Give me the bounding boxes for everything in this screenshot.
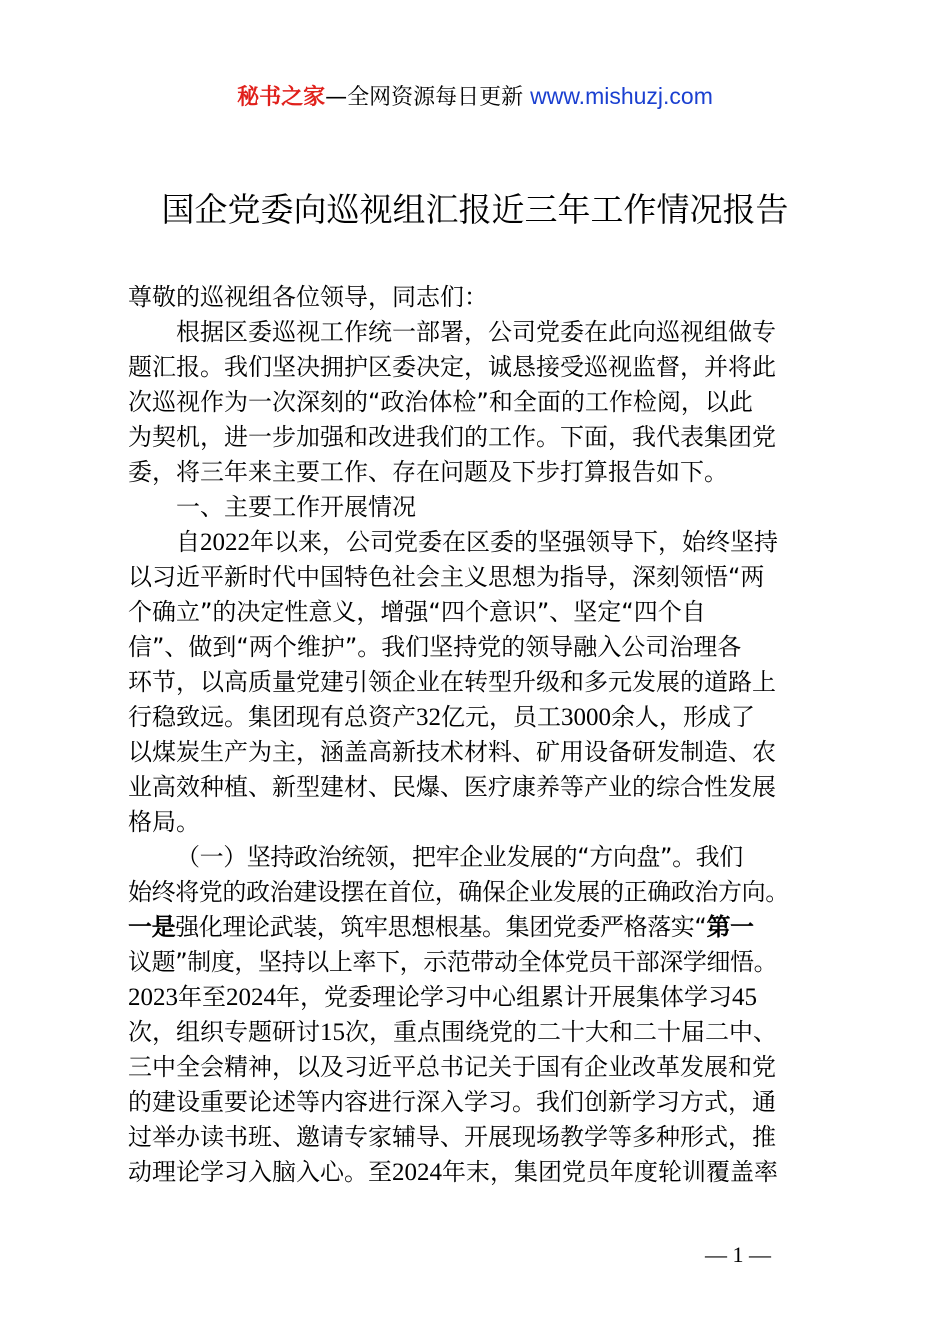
subsection-line (128, 980, 840, 1015)
staff-number: 3000 (561, 704, 611, 731)
text-span: 行稳致远。集团现有总资产 (128, 703, 416, 731)
section-heading: 一、主要工作开展情况 (176, 493, 416, 521)
assets-number: 32 (416, 704, 441, 731)
section-line (128, 525, 840, 560)
subsection-line (128, 1015, 840, 1050)
section-line: 业高效种植、新型建材、民爆、医疗康养等产业的综合性发展 (128, 773, 776, 801)
intro-line: 题汇报。我们坚决拥护区委决定，诚恳接受巡视监督，并将此 (128, 353, 776, 381)
text-span: 动理论学习入脑入心。至 (128, 1158, 392, 1186)
subsection-line: 始终将党的政治建设摆在首位，确保企业发展的正确政治方向。 (128, 878, 789, 906)
text-span: 余人，形成了 (611, 703, 755, 731)
subsection-line: 过举办读书班、邀请专家辅导、开展现场教学等多种形式，推 (128, 1123, 776, 1151)
bold-lead: 一是 (128, 913, 176, 941)
text-span: 年末，集团党员年度轮训覆盖率 (442, 1158, 778, 1186)
text-span: 年，党委理论学习中心组累计开展集体学习 (276, 983, 732, 1011)
banner-slogan: —全网资源每日更新 (325, 85, 531, 110)
site-url-link[interactable]: www.mishuzj.com (530, 83, 713, 109)
year-number: 2024 (392, 1159, 442, 1186)
section-line: 个确立”的决定性意义，增强“四个意识”、坚定“四个自 (128, 598, 706, 626)
year-number: 2022 (200, 529, 250, 556)
text-span: 强化理论武装，筑牢思想根基。集团党委严格落实“ (175, 913, 707, 941)
year-number: 2024 (226, 984, 276, 1011)
intro-line: 次巡视作为一次深刻的“政治体检”和全面的工作检阅，以此 (128, 388, 753, 416)
count-number: 45 (732, 984, 757, 1011)
site-banner (0, 80, 950, 114)
page-number: — 1 — (705, 1242, 771, 1267)
document-title: 国企党委向巡视组汇报近三年工作情况报告 (161, 190, 789, 229)
section-line: 以习近平新时代中国特色社会主义思想为指导，深刻领悟“两 (128, 563, 765, 591)
subsection-line: 的建设重要论述等内容进行深入学习。我们创新学习方式，通 (128, 1088, 776, 1116)
section-line (128, 700, 840, 735)
intro-line: 根据区委巡视工作统一部署，公司党委在此向巡视组做专 (176, 318, 776, 346)
brand-name: 秘书之家 (237, 85, 326, 110)
intro-line: 委，将三年来主要工作、存在问题及下步打算报告如下。 (128, 458, 728, 486)
document-body (128, 280, 840, 1190)
subsection-line (128, 1155, 840, 1190)
subsection-line: 三中全会精神，以及习近平总书记关于国有企业改革发展和党 (128, 1053, 776, 1081)
year-number: 2023 (128, 984, 178, 1011)
text-span: 次，重点围绕党的二十大和二十届二中、 (345, 1018, 777, 1046)
text-span: 亿元，员工 (441, 703, 561, 731)
text-span: 年至 (178, 983, 226, 1011)
text-span: 次，组织专题研讨 (128, 1018, 320, 1046)
section-line: 信”、做到“两个维护”。我们坚持党的领导融入公司治理各 (128, 633, 742, 661)
bold-term: 第一 (706, 913, 754, 941)
subsection-line: 议题”制度，坚持以上率下，示范带动全体党员干部深学细悟。 (128, 948, 778, 976)
text-span: 自 (176, 528, 200, 556)
section-line: 以煤炭生产为主，涵盖高新技术材料、矿用设备研发制造、农 (128, 738, 776, 766)
subsection-heading-line: （一）坚持政治统领，把牢企业发展的“方向盘”。我们 (176, 843, 743, 871)
count-number: 15 (320, 1019, 345, 1046)
text-span: 年以来，公司党委在区委的坚强领导下，始终坚持 (250, 528, 778, 556)
section-line: 环节，以高质量党建引领企业在转型升级和多元发展的道路上 (128, 668, 776, 696)
section-line: 格局。 (128, 808, 200, 836)
intro-line: 为契机，进一步加强和改进我们的工作。下面，我代表集团党 (128, 423, 776, 451)
salutation: 尊敬的巡视组各位领导，同志们： (128, 283, 488, 311)
subsection-line (128, 910, 840, 945)
